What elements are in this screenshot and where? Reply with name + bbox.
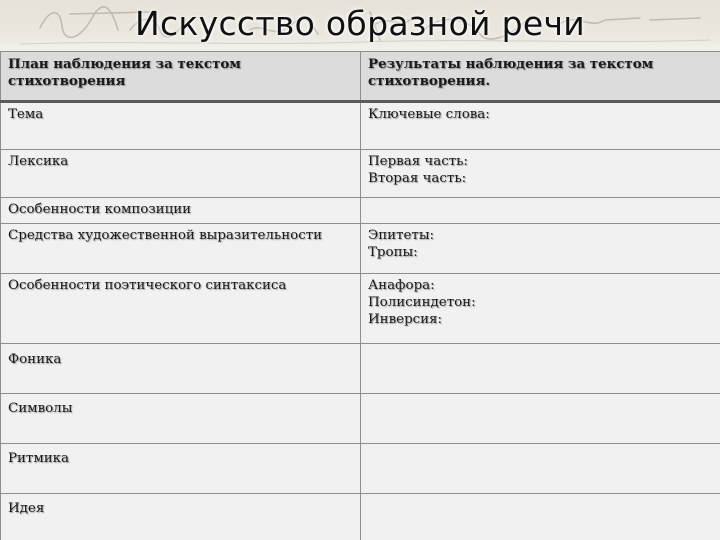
observation-table bbox=[0, 51, 720, 540]
result-cell bbox=[361, 394, 720, 444]
result-cell bbox=[361, 198, 720, 224]
table-row bbox=[1, 394, 720, 444]
table-header-row bbox=[1, 52, 720, 102]
result-cell bbox=[361, 494, 720, 540]
result-cell bbox=[361, 344, 720, 394]
table-row bbox=[1, 274, 720, 344]
aspect-cell: Тема bbox=[1, 102, 361, 150]
result-cell: Эпитеты: Тропы: bbox=[361, 224, 720, 274]
aspect-cell: Идея bbox=[1, 494, 361, 540]
table-row bbox=[1, 150, 720, 198]
aspect-cell: Фоника bbox=[1, 344, 361, 394]
aspect-cell: Символы bbox=[1, 394, 361, 444]
page-title: Искусство образной речи bbox=[135, 4, 585, 43]
table-row bbox=[1, 198, 720, 224]
header-cell-plan: План наблюдения за текстом стихотворения bbox=[1, 52, 361, 102]
aspect-cell: Средства художественной выразительности bbox=[1, 224, 361, 274]
aspect-cell: Ритмика bbox=[1, 444, 361, 494]
aspect-cell: Особенности поэтического синтаксиса bbox=[1, 274, 361, 344]
header-cell-results: Результаты наблюдения за текстом стихотворения. bbox=[361, 52, 720, 102]
result-cell: Ключевые слова: bbox=[361, 102, 720, 150]
result-cell bbox=[361, 444, 720, 494]
aspect-cell: Лексика bbox=[1, 150, 361, 198]
result-cell: Первая часть: Вторая часть: bbox=[361, 150, 720, 198]
table-row bbox=[1, 344, 720, 394]
table-row bbox=[1, 444, 720, 494]
result-cell: Анафора: Полисиндетон: Инверсия: bbox=[361, 274, 720, 344]
aspect-cell: Особенности композиции bbox=[1, 198, 361, 224]
table-row bbox=[1, 102, 720, 150]
table-row bbox=[1, 224, 720, 274]
table-row bbox=[1, 494, 720, 540]
